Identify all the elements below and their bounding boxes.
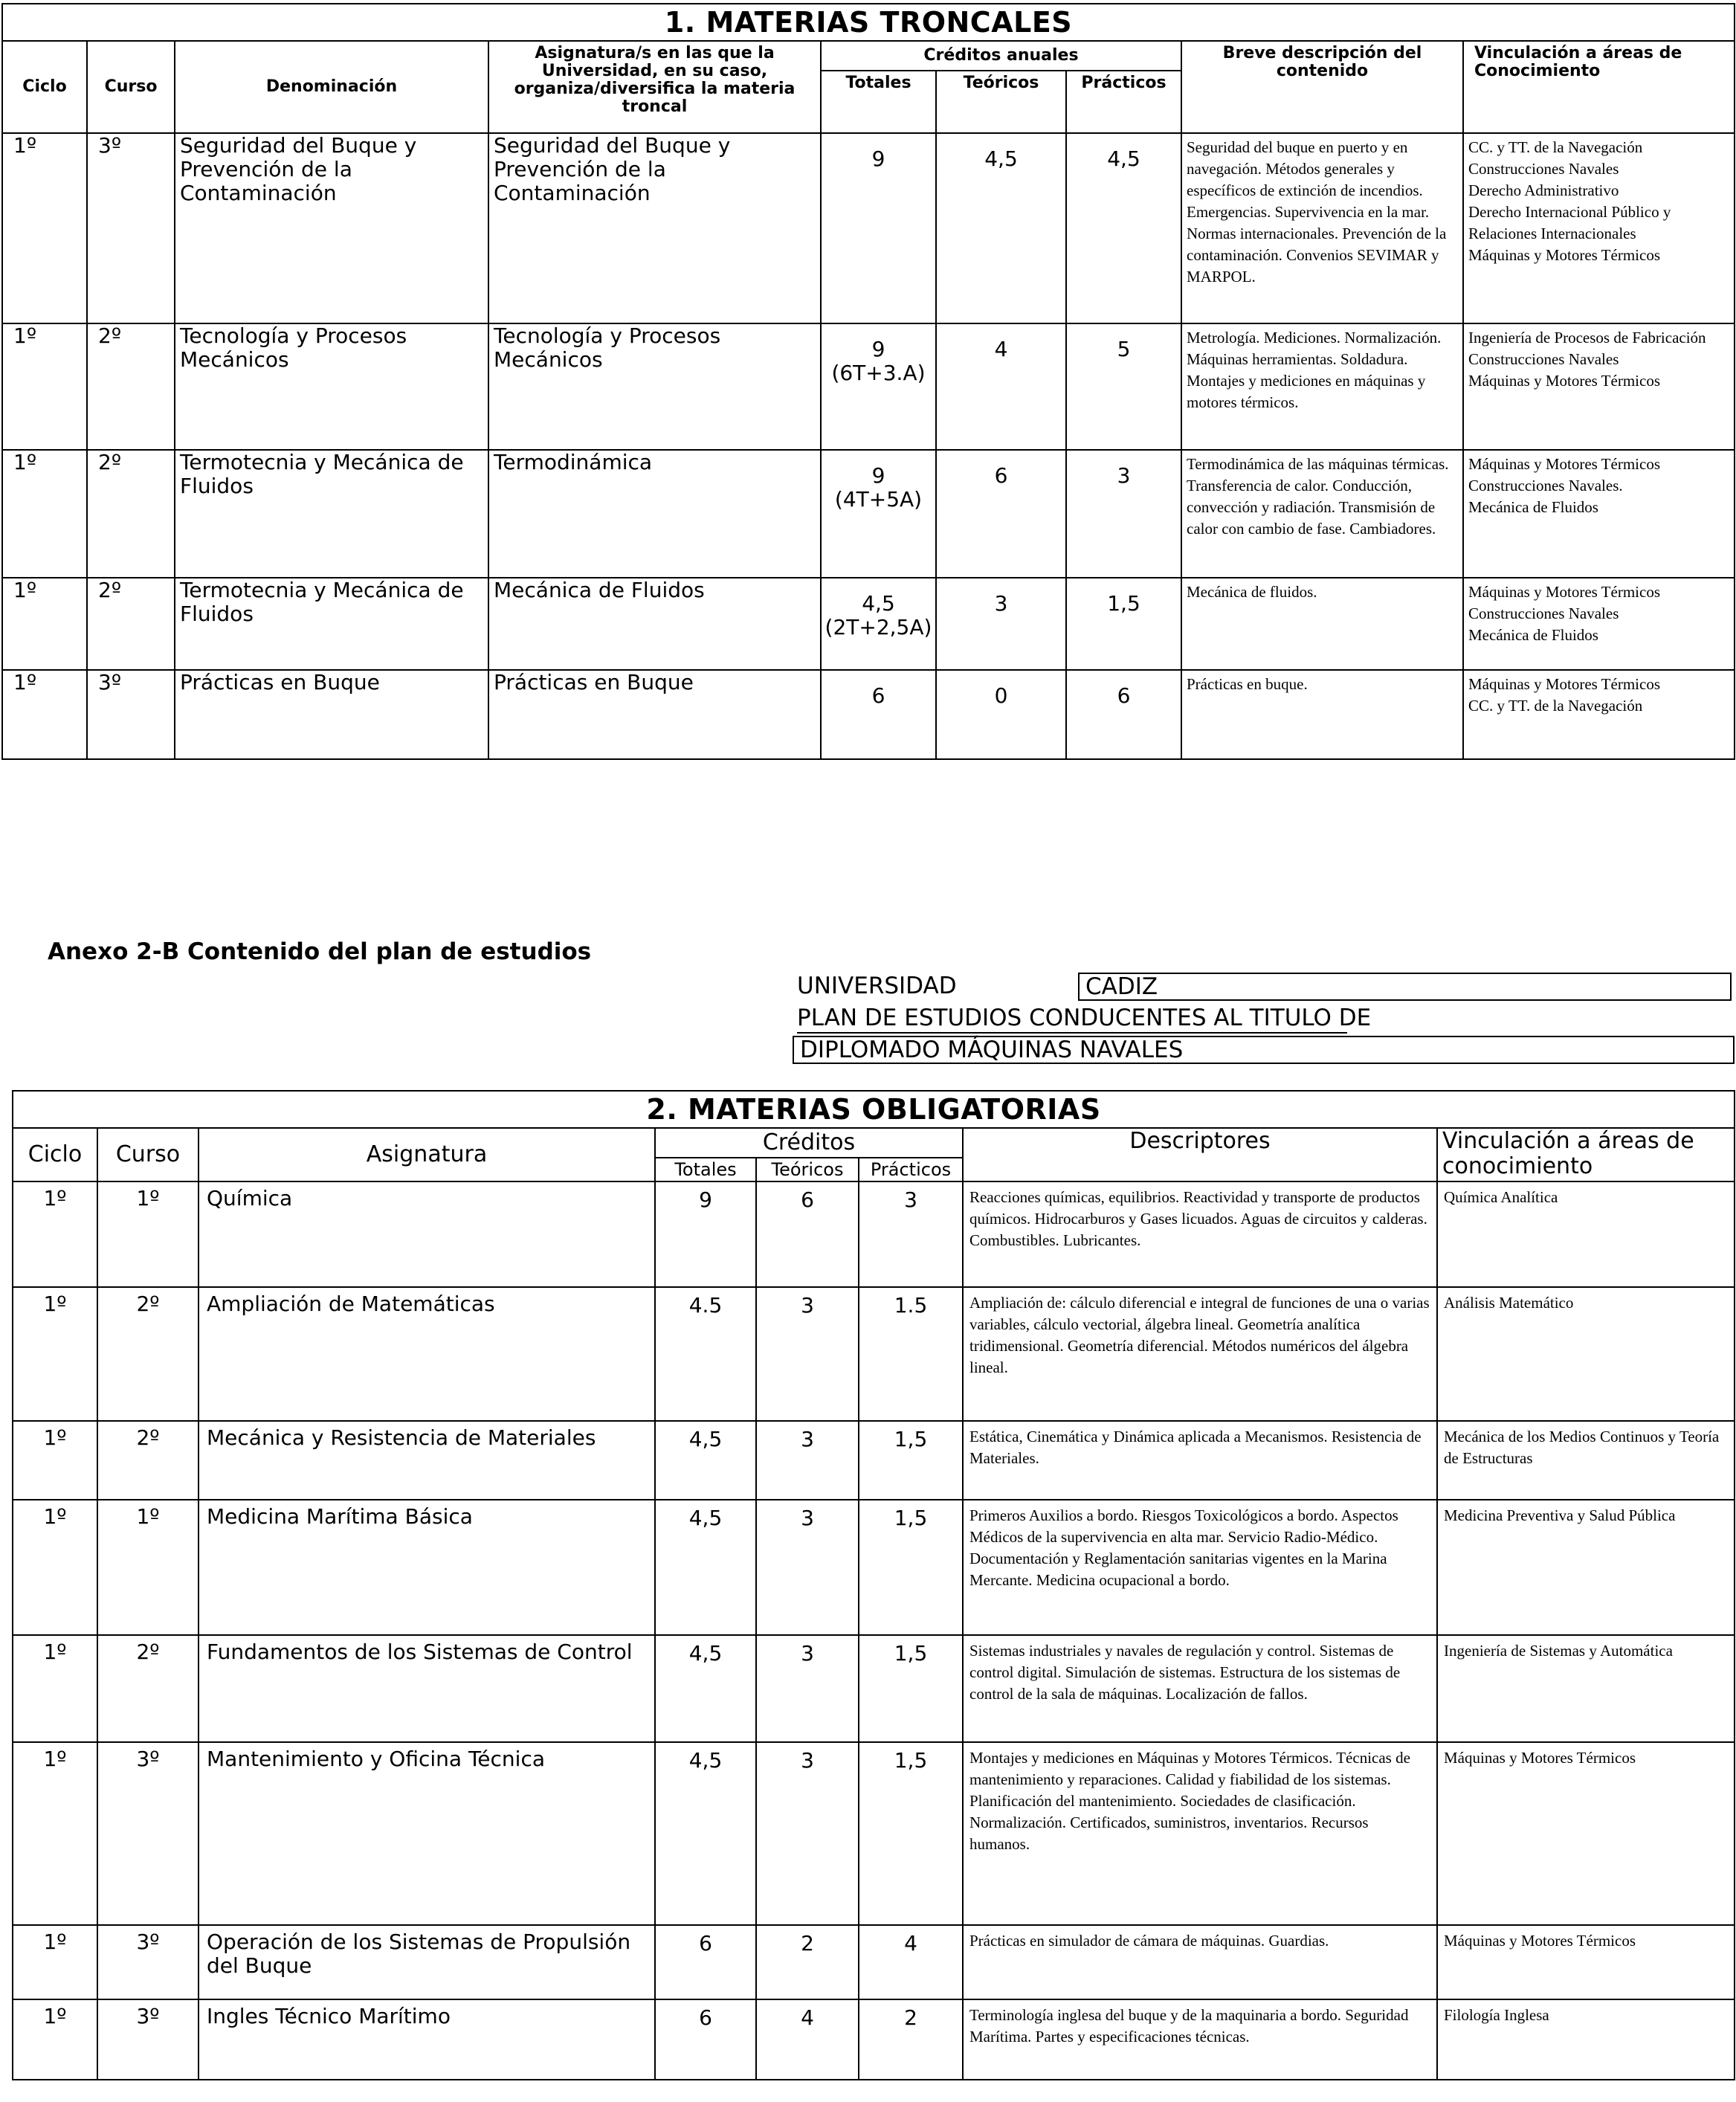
cell-denominacion-text: Seguridad del Buque y Prevención de la Contaminación — [180, 133, 417, 205]
cell-asignatura-text: Seguridad del Buque y Prevención de la Contaminación — [494, 133, 731, 205]
cell-ciclo — [2, 670, 87, 759]
cell-descriptores — [963, 1421, 1437, 1500]
cell-ciclo-text: 1º — [43, 2004, 67, 2028]
cell-descripcion — [1181, 450, 1463, 578]
cell-vinculacion-text: Mecánica de los Medios Continuos y Teoría de Estructuras — [1444, 1428, 1720, 1467]
cell-descriptores-text: Primeros Auxilios a bordo. Riesgos Toxicológicos a bordo. Aspectos Médicos de la supervivencia en alta mar. Servicio Radio-Médico. Documentación y Reglamentación sanitarias vigentes en la Marina Mercante. Medicina ocupacional a bordo. — [969, 1506, 1398, 1589]
cell-practicos — [1066, 670, 1181, 759]
cell-ciclo — [13, 1742, 97, 1925]
cell-teoricos-text: 3 — [801, 1506, 814, 1530]
cell-descriptores-text: Ampliación de: cálculo diferencial e integral de funciones de una o varias variables, cálculo vectorial, álgebra lineal. Geometría analítica tridimensional. Geometría diferencial. Métodos numéricos del álgebra lineal. — [969, 1294, 1430, 1376]
cell-practicos-text: 1,5 — [894, 1641, 928, 1666]
cell-vinculacion — [1437, 1421, 1735, 1500]
cell-practicos — [1066, 133, 1181, 323]
cell-totales — [821, 450, 936, 578]
cell-ciclo-text: 1º — [43, 1186, 67, 1210]
cell-asignatura — [488, 323, 821, 450]
cell-practicos-text: 6 — [1117, 683, 1131, 708]
cell-curso-text: 3º — [98, 670, 122, 694]
cell-curso — [87, 450, 175, 578]
cell-practicos — [859, 1999, 963, 2080]
cell-curso — [97, 1999, 199, 2080]
cell-asignatura — [488, 578, 821, 670]
cell-totales — [821, 323, 936, 450]
cell-ciclo-text: 1º — [43, 1425, 67, 1450]
cell-totales — [655, 1421, 756, 1500]
cell-asignatura-text: Operación de los Sistemas de Propulsión del Buque — [207, 1929, 631, 1978]
cell-ciclo-text: 1º — [43, 1929, 67, 1954]
cell-asignatura-text: Prácticas en Buque — [494, 670, 694, 694]
cell-descriptores-text: Reacciones químicas, equilibrios. Reactividad y transporte de productos químicos. Hidrocarburos y Gases licuados. Aguas de circuitos y calderas. Combustibles. Lubricantes. — [969, 1188, 1427, 1249]
cell-asignatura — [199, 1925, 655, 1999]
cell-denominacion — [175, 578, 488, 670]
anexo-heading: Anexo 2-B Contenido del plan de estudios — [48, 938, 592, 965]
cell-vinculacion-text: Medicina Preventiva y Salud Pública — [1444, 1506, 1676, 1524]
cell-practicos — [859, 1181, 963, 1287]
cell-vinculacion — [1437, 1287, 1735, 1421]
cell-totales-text: 9 — [871, 146, 885, 171]
cell-totales-note: (4T+5A) — [834, 487, 923, 512]
cell-teoricos — [936, 323, 1066, 450]
cell-asignatura-text: Ingles Técnico Marítimo — [207, 2004, 451, 2028]
header-creditos-anuales: Créditos anuales — [821, 41, 1181, 71]
cell-curso — [97, 1635, 199, 1742]
cell-descriptores — [963, 1925, 1437, 1999]
cell-asignatura — [199, 1742, 655, 1925]
header-totales: Totales — [821, 71, 936, 133]
cell-curso — [97, 1500, 199, 1635]
header2-creditos: Créditos — [655, 1128, 963, 1158]
cell-curso-text: 2º — [98, 450, 122, 474]
cell-vinculacion — [1463, 578, 1735, 670]
cell-curso-text: 2º — [136, 1292, 160, 1316]
cell-totales — [821, 670, 936, 759]
cell-asignatura-text: Termodinámica — [494, 450, 653, 474]
cell-asignatura — [199, 1287, 655, 1421]
cell-totales-note: (2T+2,5A) — [825, 615, 932, 639]
cell-asignatura — [488, 670, 821, 759]
cell-descripcion — [1181, 578, 1463, 670]
cell-ciclo — [2, 450, 87, 578]
cell-totales-text: 9 — [871, 463, 885, 488]
cell-ciclo-text: 1º — [43, 1292, 67, 1316]
cell-practicos — [859, 1421, 963, 1500]
cell-vinculacion-text: Ingeniería de Sistemas y Automática — [1444, 1642, 1673, 1660]
cell-asignatura-text: Tecnología y Procesos Mecánicos — [494, 323, 721, 372]
cell-teoricos-text: 3 — [801, 1748, 814, 1773]
table2-row — [13, 1421, 1735, 1500]
cell-asignatura-text: Medicina Marítima Básica — [207, 1504, 473, 1529]
cell-teoricos-text: 4 — [994, 337, 1008, 361]
table2-row — [13, 1742, 1735, 1925]
cell-totales — [655, 1999, 756, 2080]
cell-teoricos — [756, 1287, 859, 1421]
table1-row — [2, 670, 1735, 759]
cell-denominacion — [175, 133, 488, 323]
cell-descriptores — [963, 1181, 1437, 1287]
cell-asignatura — [199, 1635, 655, 1742]
cell-practicos — [859, 1925, 963, 1999]
cell-ciclo-text: 1º — [43, 1640, 67, 1664]
cell-ciclo — [13, 1500, 97, 1635]
cell-totales-text: 4,5 — [688, 1506, 723, 1530]
header-asignatura: Asignatura/s en las que la Universidad, en su caso, organiza/diversifica la materia troncal — [488, 41, 821, 133]
cell-ciclo — [13, 1421, 97, 1500]
cell-practicos — [859, 1635, 963, 1742]
cell-teoricos — [936, 670, 1066, 759]
cell-denominacion-text: Tecnología y Procesos Mecánicos — [180, 323, 407, 372]
cell-practicos — [859, 1500, 963, 1635]
cell-totales-text: 4.5 — [688, 1293, 723, 1318]
cell-vinculacion-text: Máquinas y Motores Térmicos CC. y TT. de la Navegación — [1468, 675, 1660, 715]
cell-teoricos-text: 3 — [801, 1641, 814, 1666]
table1-row — [2, 133, 1735, 323]
cell-vinculacion — [1437, 1181, 1735, 1287]
cell-practicos-text: 3 — [1117, 463, 1131, 488]
header2-curso: Curso — [97, 1128, 199, 1181]
cell-teoricos — [756, 1925, 859, 1999]
cell-curso-text: 1º — [136, 1186, 160, 1210]
table2-row — [13, 1999, 1735, 2080]
header2-teoricos: Teóricos — [756, 1158, 859, 1181]
header2-vinculacion: Vinculación a áreas de conocimiento — [1437, 1128, 1735, 1181]
cell-totales — [655, 1635, 756, 1742]
cell-descriptores-text: Prácticas en simulador de cámara de máquinas. Guardias. — [969, 1932, 1329, 1950]
header2-ciclo: Ciclo — [13, 1128, 97, 1181]
cell-vinculacion-text: Máquinas y Motores Térmicos — [1444, 1749, 1636, 1767]
header-practicos: Prácticos — [1066, 71, 1181, 133]
header-curso: Curso — [87, 41, 175, 133]
table2-row — [13, 1500, 1735, 1635]
table2-row — [13, 1635, 1735, 1742]
cell-descriptores — [963, 1500, 1437, 1635]
cell-curso-text: 3º — [136, 1747, 160, 1771]
cell-curso-text: 1º — [136, 1504, 160, 1529]
cell-asignatura-text: Fundamentos de los Sistemas de Control — [207, 1640, 633, 1664]
cell-curso — [87, 670, 175, 759]
cell-practicos-text: 2 — [904, 2005, 917, 2030]
table1-title: 1. MATERIAS TRONCALES — [2, 4, 1735, 41]
universidad-label: UNIVERSIDAD — [797, 973, 957, 999]
cell-curso — [97, 1181, 199, 1287]
cell-totales — [655, 1500, 756, 1635]
cell-totales-text: 4,5 — [688, 1427, 723, 1451]
header-teoricos: Teóricos — [936, 71, 1066, 133]
cell-practicos-text: 1,5 — [894, 1748, 928, 1773]
cell-asignatura — [488, 450, 821, 578]
cell-curso — [97, 1742, 199, 1925]
cell-practicos — [1066, 578, 1181, 670]
cell-descriptores-text: Terminología inglesa del buque y de la maquinaria a bordo. Seguridad Marítima. Partes y especificaciones técnicas. — [969, 2006, 1409, 2045]
cell-asignatura-text: Mecánica y Resistencia de Materiales — [207, 1425, 596, 1450]
cell-totales-text: 4,5 — [688, 1641, 723, 1666]
cell-teoricos — [756, 1421, 859, 1500]
cell-practicos-text: 1.5 — [894, 1293, 928, 1318]
cell-teoricos — [756, 1635, 859, 1742]
cell-totales — [655, 1181, 756, 1287]
cell-ciclo-text: 1º — [13, 670, 37, 694]
cell-curso-text: 3º — [136, 1929, 160, 1954]
cell-descripcion-text: Termodinámica de las máquinas térmicas. Transferencia de calor. Conducción, convección y radiación. Transmisión de calor con cambio de fase. Cambiadores. — [1187, 455, 1449, 538]
cell-vinculacion-text: Química Analítica — [1444, 1188, 1558, 1206]
cell-descripcion-text: Seguridad del buque en puerto y en navegación. Métodos generales y específicos de extinción de incendios. Emergencias. Supervivencia en la mar. Normas internacionales. Prevención de la contaminación. Convenios SEVIMAR y MARPOL. — [1187, 138, 1447, 286]
cell-denominacion-text: Termotecnia y Mecánica de Fluidos — [180, 450, 464, 498]
cell-teoricos — [936, 578, 1066, 670]
cell-totales — [655, 1287, 756, 1421]
header-vinculacion: Vinculación a áreas de Conocimiento — [1463, 41, 1735, 133]
table1-row — [2, 450, 1735, 578]
cell-totales — [655, 1742, 756, 1925]
cell-curso — [97, 1925, 199, 1999]
cell-teoricos-text: 3 — [801, 1427, 814, 1451]
cell-descriptores — [963, 1635, 1437, 1742]
cell-practicos-text: 1,5 — [894, 1506, 928, 1530]
cell-curso — [97, 1287, 199, 1421]
cell-ciclo — [13, 1287, 97, 1421]
cell-totales-text: 6 — [699, 2005, 712, 2030]
cell-curso-text: 3º — [98, 133, 122, 158]
cell-descriptores — [963, 1999, 1437, 2080]
cell-totales-text: 4,5 — [688, 1748, 723, 1773]
cell-vinculacion-text: Filología Inglesa — [1444, 2006, 1549, 2024]
cell-totales — [655, 1925, 756, 1999]
cell-asignatura — [199, 1999, 655, 2080]
plan-label: PLAN DE ESTUDIOS CONDUCENTES AL TITULO DE — [797, 1005, 1372, 1031]
cell-descripcion — [1181, 670, 1463, 759]
cell-ciclo-text: 1º — [13, 578, 37, 602]
table2-body — [13, 1181, 1735, 2080]
cell-asignatura — [199, 1181, 655, 1287]
table2-row — [13, 1925, 1735, 1999]
table-materias-troncales — [1, 3, 1735, 760]
plan-underline — [797, 1032, 1347, 1034]
table1-body — [2, 133, 1735, 759]
cell-curso-text: 2º — [98, 578, 122, 602]
header-descripcion: Breve descripción del contenido — [1181, 41, 1463, 133]
table2-row — [13, 1181, 1735, 1287]
cell-vinculacion — [1437, 1925, 1735, 1999]
table1-row — [2, 578, 1735, 670]
cell-denominacion-text: Termotecnia y Mecánica de Fluidos — [180, 578, 464, 626]
cell-vinculacion — [1437, 1500, 1735, 1635]
cell-teoricos-text: 6 — [801, 1187, 814, 1212]
cell-curso-text: 2º — [98, 323, 122, 348]
cell-teoricos-text: 0 — [994, 683, 1008, 708]
cell-descriptores — [963, 1742, 1437, 1925]
cell-ciclo — [13, 1925, 97, 1999]
header-ciclo: Ciclo — [2, 41, 87, 133]
cell-vinculacion — [1463, 323, 1735, 450]
header2-descriptores: Descriptores — [963, 1128, 1437, 1181]
cell-teoricos-text: 4,5 — [984, 146, 1018, 171]
cell-ciclo — [13, 1999, 97, 2080]
header2-totales: Totales — [655, 1158, 756, 1181]
table2-row — [13, 1287, 1735, 1421]
cell-ciclo — [2, 133, 87, 323]
cell-vinculacion-text: Máquinas y Motores Térmicos — [1444, 1932, 1636, 1950]
cell-teoricos — [756, 1742, 859, 1925]
cell-ciclo-text: 1º — [13, 323, 37, 348]
cell-practicos — [1066, 323, 1181, 450]
cell-totales-text: 9 — [699, 1187, 712, 1212]
cell-descriptores-text: Montajes y mediciones en Máquinas y Motores Térmicos. Técnicas de mantenimiento y reparaciones. Calidad y fiabilidad de los sistemas. Planificación del mantenimiento. Sociedades de clasificación. Normalización. Certificados, suministros, inventarios. Recursos humanos. — [969, 1749, 1410, 1853]
cell-vinculacion-text: CC. y TT. de la Navegación Construcciones Navales Derecho Administrativo Derecho Internacional Público y Relaciones Internacionales Máquinas y Motores Térmicos — [1468, 138, 1671, 264]
header2-practicos: Prácticos — [859, 1158, 963, 1181]
cell-teoricos-text: 3 — [994, 591, 1008, 616]
cell-asignatura — [199, 1500, 655, 1635]
cell-ciclo — [2, 323, 87, 450]
cell-denominacion — [175, 450, 488, 578]
cell-ciclo — [2, 578, 87, 670]
cell-curso — [87, 133, 175, 323]
titulo-field: DIPLOMADO MÁQUINAS NAVALES — [793, 1036, 1735, 1064]
cell-curso-text: 2º — [136, 1640, 160, 1664]
cell-practicos-text: 1,5 — [894, 1427, 928, 1451]
cell-teoricos-text: 6 — [994, 463, 1008, 488]
cell-denominacion-text: Prácticas en Buque — [180, 670, 380, 694]
cell-totales-text: 6 — [871, 683, 885, 708]
table-materias-obligatorias — [12, 1090, 1735, 2080]
table1-row — [2, 323, 1735, 450]
cell-descriptores-text: Sistemas industriales y navales de regulación y control. Sistemas de control digital. Simulación de sistemas. Estructura de los sistemas de control de la sala de máquinas. Localización de fallos. — [969, 1642, 1401, 1703]
cell-totales-text: 9 — [871, 337, 885, 361]
cell-totales-text: 4,5 — [862, 591, 895, 616]
cell-curso — [87, 323, 175, 450]
cell-ciclo — [13, 1181, 97, 1287]
cell-ciclo — [13, 1635, 97, 1742]
cell-curso-text: 2º — [136, 1425, 160, 1450]
cell-descriptores — [963, 1287, 1437, 1421]
cell-vinculacion — [1463, 450, 1735, 578]
cell-asignatura-text: Ampliación de Matemáticas — [207, 1292, 495, 1316]
cell-vinculacion-text: Análisis Matemático — [1444, 1294, 1574, 1312]
cell-curso-text: 3º — [136, 2004, 160, 2028]
cell-descripcion — [1181, 323, 1463, 450]
cell-teoricos-text: 4 — [801, 2005, 814, 2030]
cell-ciclo-text: 1º — [13, 450, 37, 474]
cell-ciclo-text: 1º — [13, 133, 37, 158]
cell-teoricos — [936, 133, 1066, 323]
cell-practicos — [1066, 450, 1181, 578]
cell-teoricos — [936, 450, 1066, 578]
cell-practicos — [859, 1287, 963, 1421]
cell-vinculacion — [1463, 670, 1735, 759]
cell-denominacion — [175, 670, 488, 759]
cell-curso — [97, 1421, 199, 1500]
cell-practicos-text: 3 — [904, 1187, 917, 1212]
cell-asignatura — [488, 133, 821, 323]
universidad-field: CADIZ — [1078, 973, 1732, 1001]
cell-teoricos — [756, 1500, 859, 1635]
cell-totales-text: 6 — [699, 1931, 712, 1956]
cell-asignatura-text: Mantenimiento y Oficina Técnica — [207, 1747, 545, 1771]
cell-vinculacion — [1437, 1742, 1735, 1925]
cell-asignatura-text: Mecánica de Fluidos — [494, 578, 705, 602]
cell-practicos-text: 4,5 — [1107, 146, 1140, 171]
header-denominacion: Denominación — [175, 41, 488, 133]
cell-practicos-text: 4 — [904, 1931, 917, 1956]
cell-totales — [821, 578, 936, 670]
cell-teoricos — [756, 1181, 859, 1287]
cell-descripcion-text: Prácticas en buque. — [1187, 675, 1308, 693]
cell-denominacion — [175, 323, 488, 450]
cell-ciclo-text: 1º — [43, 1504, 67, 1529]
cell-practicos-text: 5 — [1117, 337, 1131, 361]
cell-descriptores-text: Estática, Cinemática y Dinámica aplicada a Mecanismos. Resistencia de Materiales. — [969, 1428, 1422, 1467]
cell-descripcion-text: Mecánica de fluidos. — [1187, 583, 1317, 601]
header2-asignatura: Asignatura — [199, 1128, 655, 1181]
cell-totales — [821, 133, 936, 323]
cell-asignatura-text: Química — [207, 1186, 293, 1210]
cell-vinculacion-text: Ingeniería de Procesos de Fabricación Construcciones Navales Máquinas y Motores Térmicos — [1468, 329, 1706, 390]
cell-practicos-text: 1,5 — [1107, 591, 1140, 616]
cell-vinculacion — [1463, 133, 1735, 323]
cell-teoricos-text: 3 — [801, 1293, 814, 1318]
cell-descripcion-text: Metrología. Mediciones. Normalización. Máquinas herramientas. Soldadura. Montajes y mediciones en máquinas y motores térmicos. — [1187, 329, 1442, 411]
cell-vinculacion — [1437, 1999, 1735, 2080]
cell-vinculacion — [1437, 1635, 1735, 1742]
cell-practicos — [859, 1742, 963, 1925]
cell-vinculacion-text: Máquinas y Motores Térmicos Construcciones Navales Mecánica de Fluidos — [1468, 583, 1660, 644]
cell-asignatura — [199, 1421, 655, 1500]
cell-totales-note: (6T+3.A) — [831, 361, 926, 385]
table2-title: 2. MATERIAS OBLIGATORIAS — [13, 1091, 1735, 1128]
cell-ciclo-text: 1º — [43, 1747, 67, 1771]
cell-teoricos — [756, 1999, 859, 2080]
cell-vinculacion-text: Máquinas y Motores Térmicos Construcciones Navales. Mecánica de Fluidos — [1468, 455, 1660, 516]
cell-descripcion — [1181, 133, 1463, 323]
cell-curso — [87, 578, 175, 670]
cell-teoricos-text: 2 — [801, 1931, 814, 1956]
